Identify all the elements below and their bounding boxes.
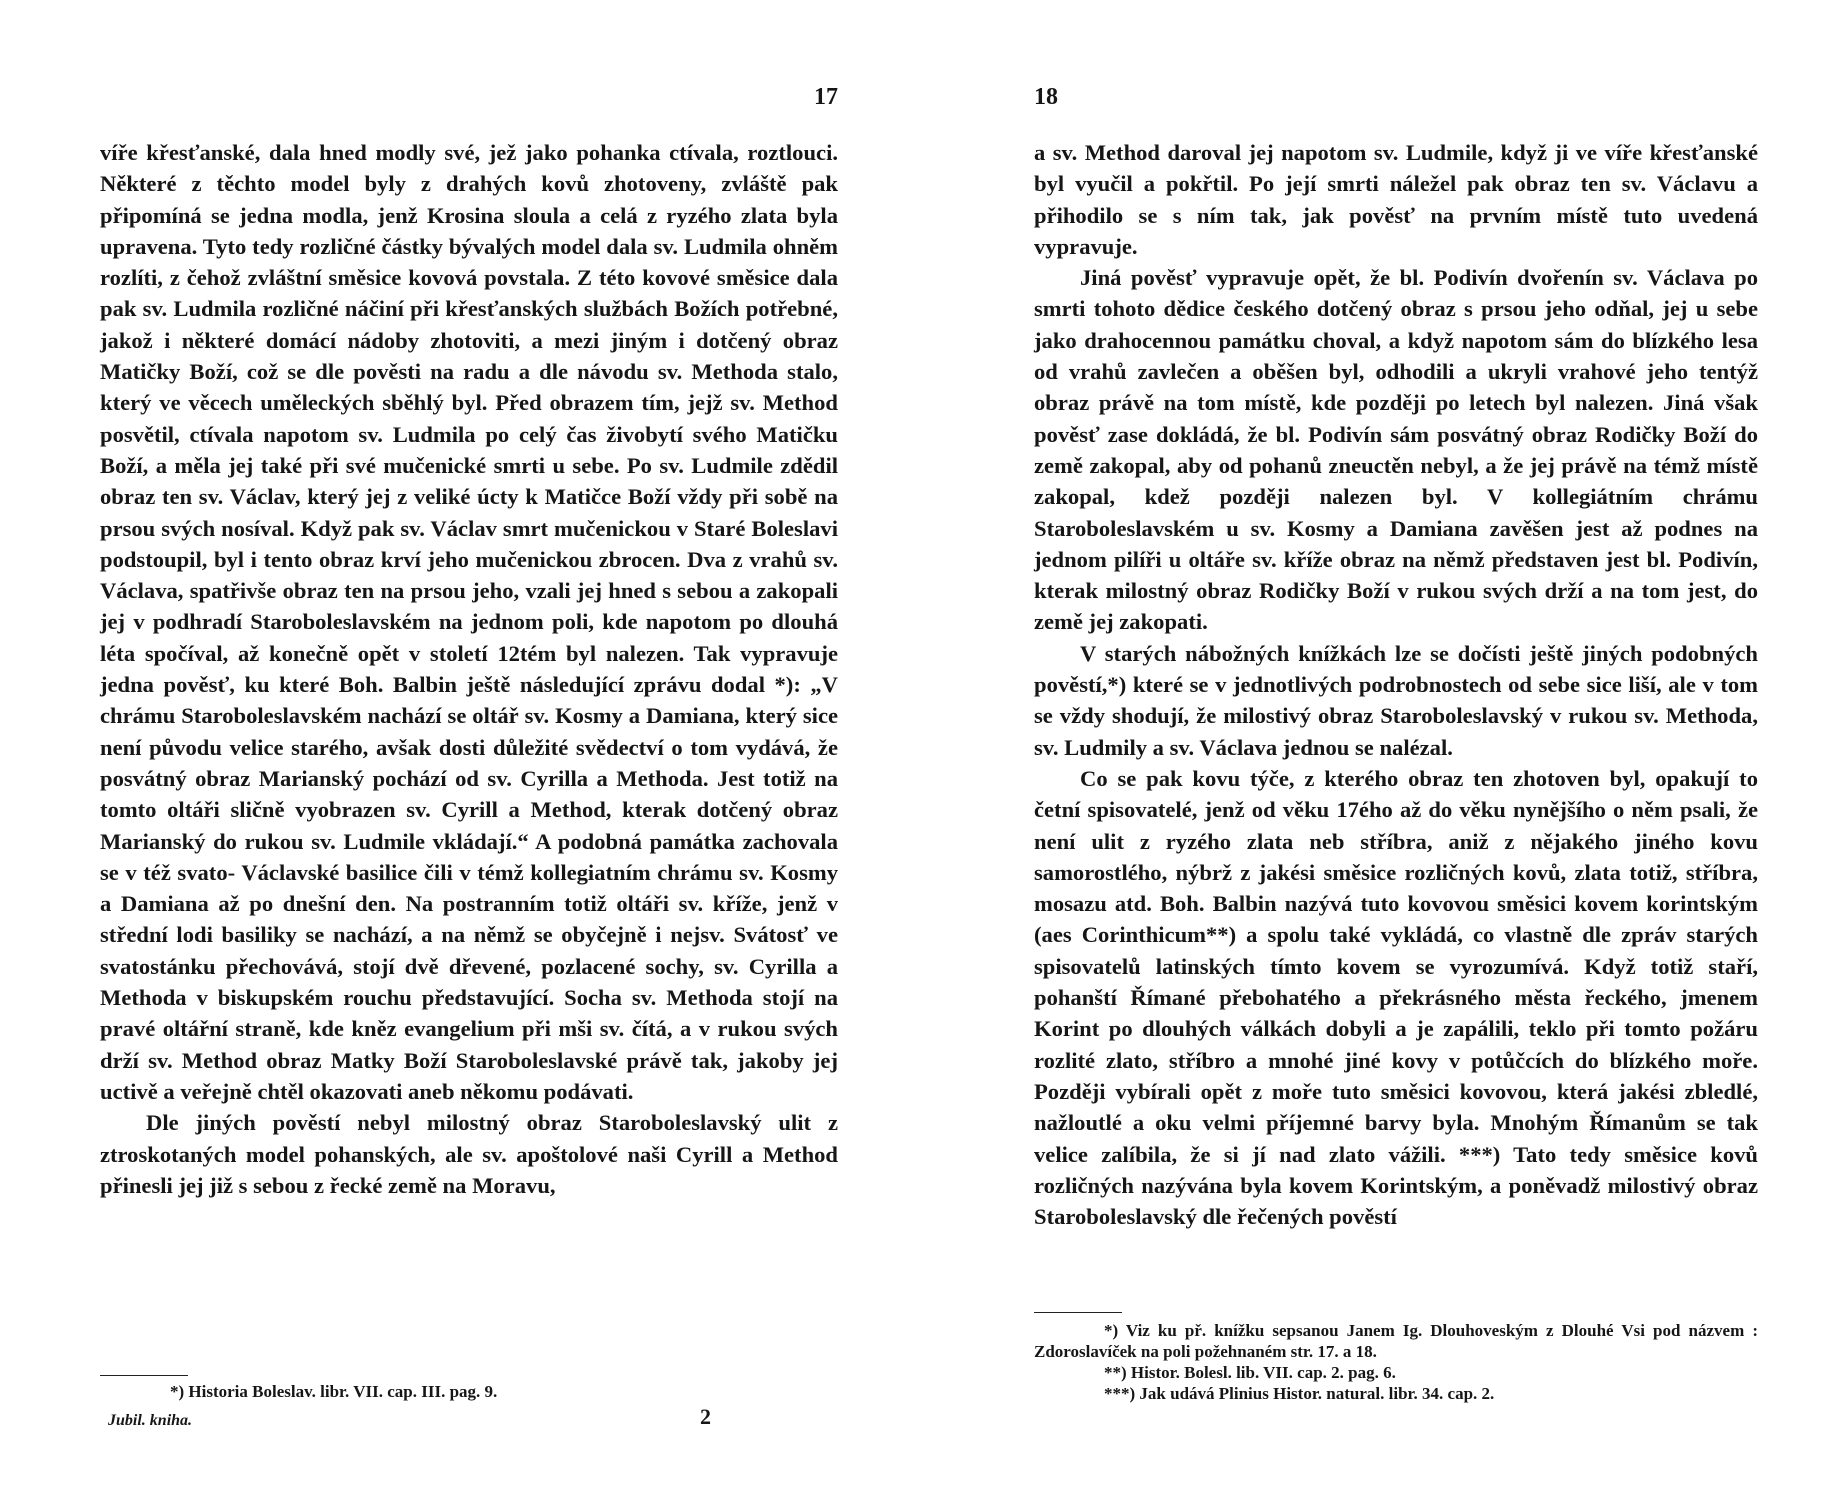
page-number: 18 [1034, 84, 1058, 110]
footnote-rule [100, 1375, 188, 1376]
footnote: **) Histor. Bolesl. lib. VII. cap. 2. pag. 6. [1104, 1363, 1396, 1382]
signature-mark: Jubil. kniha. [108, 1412, 193, 1429]
paragraph: Jiná pověsť vypravuje opět, že bl. Podivín dvořenín sv. Václava po smrti tohoto dědice českého dotčený obraz s prsou jeho odňal, jej u sebe jako drahocennou památku choval, a když napotom sám do blízkého lesa od vrahů zavlečen a oběšen byl, odhodili a ukryli vrahové jeho tentýž obraz právě na tom místě, kde později po letech byl nalezen. Jiná však pověsť zase dokládá, že bl. Podivín sám posvátný obraz Rodičky Boží do země zakopal, aby od pohanů zneuctěn nebyl, a že jej právě na témž místě zakopal, kdež později nalezen byl. V kollegiátním chrámu Staroboleslavském u sv. Kosmy a Damiana zavěšen jest až podnes na jednom pilíři u oltáře sv. kříže obraz na němž představen jest bl. Podivín, kterak milostný obraz Rodičky Boží v rukou svých drží a na tom jest, do země jej zakopati. [1034, 265, 1758, 635]
paragraph: Dle jiných pověstí nebyl milostný obraz Staroboleslavský ulit z ztroskotaných model pohanských, ale sv. apoštolové naši Cyrill a Method přinesli jej již s sebou z řecké země na Moravu, [100, 1110, 838, 1198]
paragraph: a sv. Method daroval jej napotom sv. Ludmile, když ji ve víře křesťanské byl vyučil a pokřtil. Po její smrti náležel pak obraz ten sv. Václavu a přihodilo se s ním tak, jak pověsť na prvním místě tuto uvedená vypravuje. [1034, 140, 1758, 259]
sheet-number: 2 [700, 1404, 711, 1429]
page-body [100, 137, 838, 1201]
footnotes [1034, 1320, 1758, 1404]
paragraph: V starých nábožných knížkách lze se dočísti ještě jiných podobných pověstí,*) které se v jednotlivých podrobnostech od sebe sice liší, ale v tom se vždy shodují, že milostivý obraz Staroboleslavský v rukou sv. Methoda, sv. Ludmily a sv. Václava jednou se nalézal. [1034, 640, 1758, 760]
page-number: 17 [814, 84, 838, 110]
paragraph: Co se pak kovu týče, z kterého obraz ten zhotoven byl, opakují to četní spisovatelé, jenž od věku 17ého až do věku nynějšího o něm psali, že není ulit z ryzého zlata neb stříbra, aniž z nějakého jiného kovu samorostlého, nýbrž z jakési směsice rozličných kovů, zlata totiž, stříbra, mosazu atd. Boh. Balbin nazývá tuto kovovou směsici kovem korintským (aes Corinthicum**) a spolu také vykládá, co vlastně dle zpráv starých spisovatelů latinských tímto kovem se vyrozumívá. Když totiž staří, pohanští Římané přebohatého a překrásného města řeckého, jmenem Korint po dlouhých válkách dobyli a je zapálili, teklo při tomto požáru rozlité zlato, stříbro a mnohé jiné kovy v potůčcích do blízkého moře. Později vybírali opět z moře tuto směsici kovovou, která jakési zbledlé, nažloutlé a oku velmi příjemné barvy byla. Mnohým Římanům se tak velice zalíbila, že si jí nad zlato vážili. ***) Tato tedy směsice kovů rozličných nazývána byla kovem Korintským, a poněvadž milostivý obraz Staroboleslavský dle řečených pověstí [1034, 765, 1758, 1230]
right-page [1034, 0, 1758, 1500]
footnote: *) Historia Boleslav. libr. VII. cap. III. pag. 9. [170, 1382, 498, 1401]
footnote: *) Viz ku př. knížku sepsanou Janem Ig. Dlouhoveským z Dlouhé Vsi pod názvem : Zdoroslavíček na poli požehnaném str. 17. a 18. [1034, 1321, 1758, 1361]
footnotes [100, 1381, 838, 1402]
page-body [1034, 137, 1758, 1232]
left-page [100, 0, 838, 1500]
footnote: ***) Jak udává Plinius Histor. natural. libr. 34. cap. 2. [1104, 1384, 1495, 1403]
paragraph: víře křesťanské, dala hned modly své, jež jako pohanka ctívala, roztlouci. Některé z těchto model byly z drahých kovů zhotoveny, zvláště pak připomíná se jedna modla, jenž Krosina sloula a celá z ryzého zlata byla upravena. Tyto tedy rozličné částky bývalých model dala sv. Ludmila ohněm rozlíti, z čehož zvláštní směsice kovová povstala. Z této kovové směsice dala pak sv. Ludmila rozličné náčiní při křesťanských službách Božích potřebné, jakož i některé domácí nádoby zhotoviti, a mezi jiným i dotčený obraz Matičky Boží, což se dle pověsti na radu a dle návodu sv. Methoda stalo, který ve věcech uměleckých sběhlý byl. Před obrazem tím, jejž sv. Method posvětil, ctívala napotom sv. Ludmila po celý čas živobytí svého Matičku Boží, a měla jej také při své mučenické smrti u sebe. Po sv. Ludmile zdědil obraz ten sv. Václav, který jej z veliké úcty k Matičce Boží vždy při sobě na prsou svých nosíval. Když pak sv. Václav smrt mučenickou v Staré Boleslavi podstoupil, byl i tento obraz krví jeho mučenickou zbrocen. Dva z vrahů sv. Václava, spatřivše obraz ten na prsou jeho, vzali jej hned s sebou a zakopali jej v podhradí Staroboleslavském na jednom poli, kde napotom po dlouhá léta spočíval, až konečně opět v století 12tém byl nalezen. Tak vypravuje jedna pověsť, ku které Boh. Balbin ještě následující zprávu dodal *): „V chrámu Staroboleslavském nachází se oltář sv. Kosmy a Damiana, který sice není původu velice starého, avšak dosti důležité svědectví o tom vydává, že posvátný obraz Marianský pochází od sv. Cyrilla a Methoda. Jest totiž na tomto oltáři sličně vyobrazen sv. Cyrill a Method, kterak dotčený obraz Marianský do rukou sv. Ludmile vkládají.“ A podobná památka zachovala se v též svato- Václavské basilice čili v témž kollegiatním chrámu sv. Kosmy a Damiana až po dnešní den. Na postranním totiž oltáři sv. kříže, jenž v střední lodi basiliky se nachází, a na němž se obyčejně i nejsv. Svátosť ve svatostánku přechovává, stojí dvě dřevené, pozlacené sochy, sv. Cyrilla a Methoda v biskupském rouchu představující. Socha sv. Methoda stojí na pravé oltářní straně, kde kněz evangelium při mši sv. čítá, a v rukou svých drží sv. Method obraz Matky Boží Staroboleslavské právě tak, jakoby jej uctivě a veřejně chtěl okazovati aneb někomu podávati. [100, 140, 838, 1104]
footnote-rule [1034, 1312, 1122, 1313]
